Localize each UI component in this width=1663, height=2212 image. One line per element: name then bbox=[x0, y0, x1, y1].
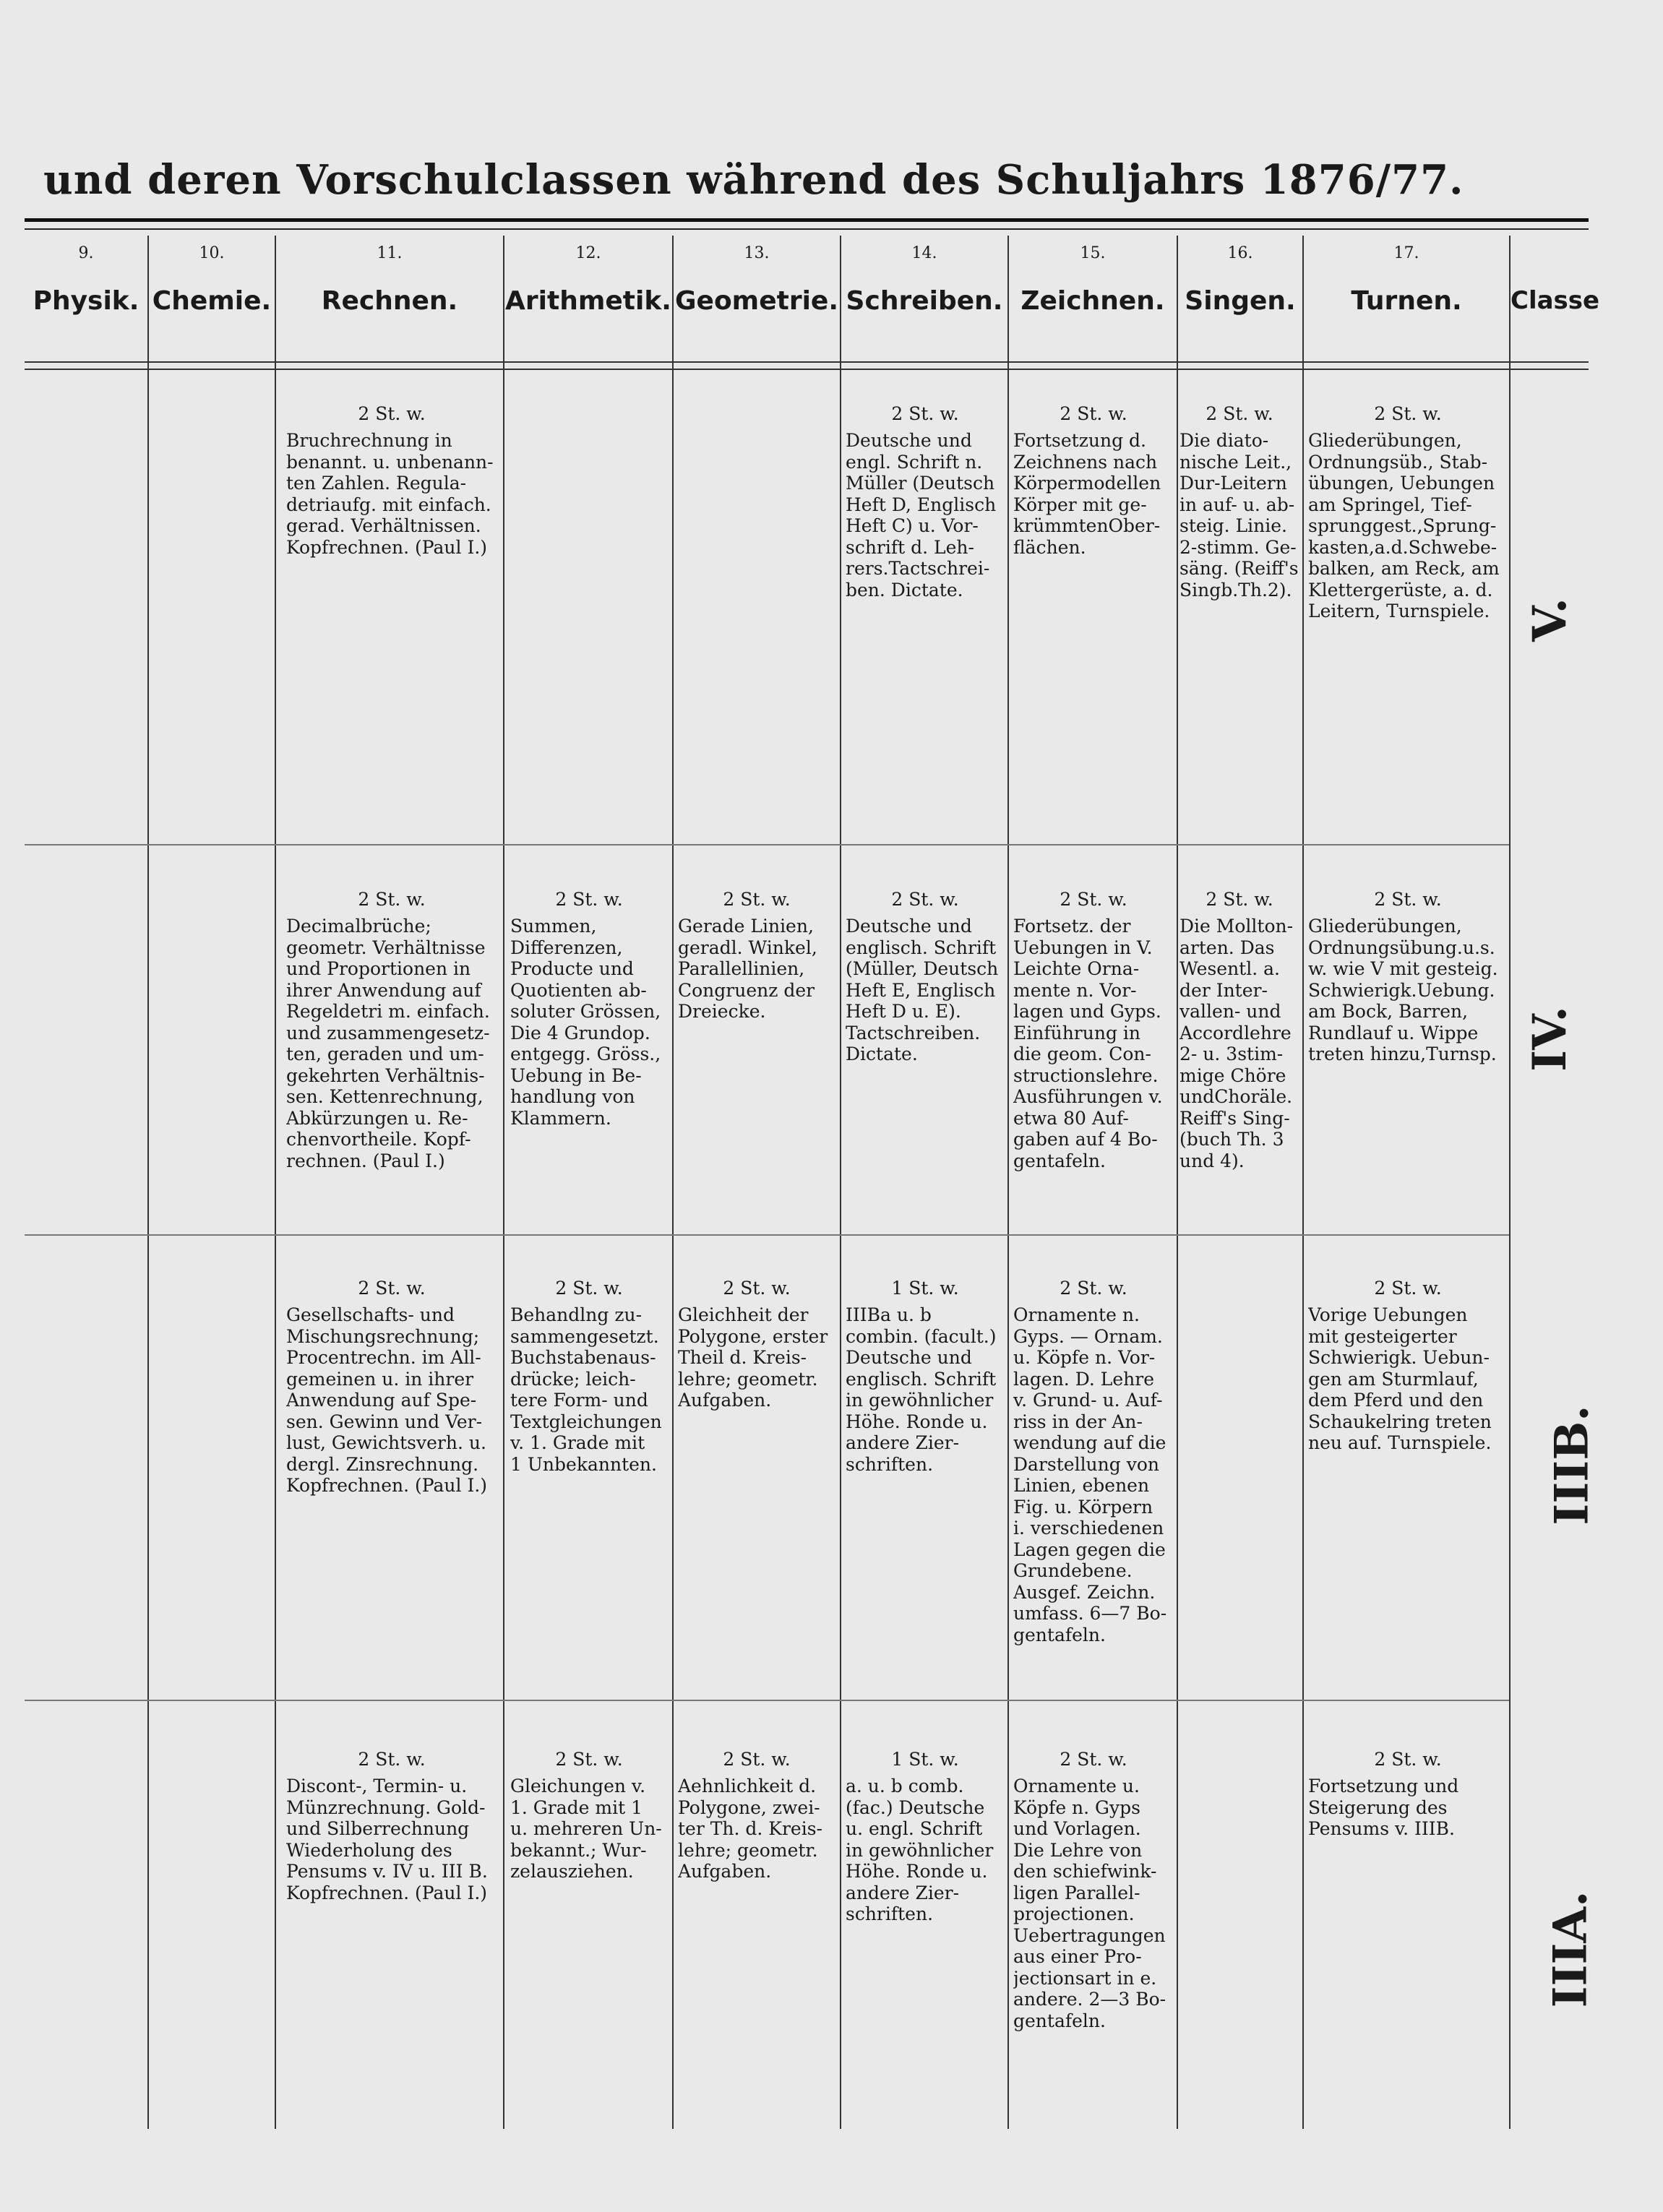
hours-label: 2 St. w. bbox=[1060, 403, 1127, 424]
hours-label: 1 St. w. bbox=[891, 1748, 959, 1770]
hours-label: 2 St. w. bbox=[358, 403, 426, 424]
col-head-physik: Physik. bbox=[33, 286, 139, 316]
hours-label: 2 St. w. bbox=[1060, 888, 1127, 910]
col-head-schreiben: Schreiben. bbox=[846, 286, 1003, 316]
col-num-physik: 9. bbox=[78, 244, 94, 262]
cell-iv-geometrie bbox=[678, 867, 835, 1023]
hours-label: 2 St. w. bbox=[891, 888, 959, 910]
cell-iiia-arithmetik bbox=[510, 1727, 668, 1882]
header-bottom-rule bbox=[25, 361, 1589, 363]
column-divider bbox=[1007, 236, 1009, 2129]
cell-iiia-rechnen bbox=[286, 1727, 497, 1903]
hours-label: 2 St. w. bbox=[1206, 888, 1273, 910]
col-num-arithmetik: 12. bbox=[575, 244, 601, 262]
hours-label: 2 St. w. bbox=[555, 1277, 623, 1299]
cell-iiib-rechnen bbox=[286, 1256, 497, 1497]
column-divider bbox=[503, 236, 504, 2129]
cell-text: Die Mollton- arten. Das Wesentl. a. der Inter- vallen- und Accordlehre 2- u. 3stim- mige Chöre undChoräle. Reiff's Sing- (buch Th. 3 und 4). bbox=[1179, 916, 1294, 1171]
cell-v-zeichnen bbox=[1013, 382, 1174, 558]
cell-iiib-schreiben bbox=[846, 1256, 1005, 1475]
col-head-singen: Singen. bbox=[1185, 286, 1296, 316]
cell-iiib-zeichnen bbox=[1013, 1256, 1174, 1645]
hours-label: 1 St. w. bbox=[891, 1277, 959, 1299]
hours-label: 2 St. w. bbox=[1374, 888, 1442, 910]
hours-label: 2 St. w. bbox=[1374, 1277, 1442, 1299]
hours-label: 2 St. w. bbox=[723, 888, 791, 910]
hours-label: 2 St. w. bbox=[723, 1277, 791, 1299]
header-rule-thin bbox=[25, 228, 1589, 230]
col-head-arithmetik: Arithmetik. bbox=[505, 286, 671, 316]
hours-label: 2 St. w. bbox=[723, 1748, 791, 1770]
hours-label: 2 St. w. bbox=[891, 403, 959, 424]
cell-text: Ornamente n. Gyps. — Ornam. u. Köpfe n. Vor- lagen. D. Lehre v. Grund- u. Auf- riss in der An- wendung auf die Darstellung von Linien, ebenen Fig. u. Körpern i. verschiedenen Lagen gegen die Grundebene. Ausgef. Zeichn. umfass. 6—7 Bo- gentafeln. bbox=[1013, 1304, 1167, 1645]
hours-label: 2 St. w. bbox=[358, 1748, 426, 1770]
col-head-turnen: Turnen. bbox=[1351, 286, 1462, 316]
hours-label: 2 St. w. bbox=[555, 1748, 623, 1770]
column-divider bbox=[1302, 236, 1304, 2129]
cell-text: Ornamente u. Köpfe n. Gyps und Vorlagen. Die Lehre von den schiefwink- ligen Parallel- projectionen. Uebertragungen aus einer Pro- jectionsart in e. andere. 2—3 Bo- gentafeln. bbox=[1013, 1776, 1166, 2031]
col-head-zeichnen: Zeichnen. bbox=[1020, 286, 1165, 316]
hours-label: 2 St. w. bbox=[1374, 1748, 1442, 1770]
cell-text: Deutsche und englisch. Schrift (Müller, Deutsch Heft E, Englisch Heft D u. E). Tactschreiben. Dictate. bbox=[846, 916, 999, 1064]
cell-text: Gerade Linien, geradl. Winkel, Parallellinien, Congruenz der Dreiecke. bbox=[678, 916, 817, 1022]
column-divider bbox=[672, 236, 674, 2129]
hours-label: 2 St. w. bbox=[358, 1277, 426, 1299]
col-num-rechnen: 11. bbox=[377, 244, 403, 262]
cell-iv-zeichnen bbox=[1013, 867, 1174, 1171]
col-head-classe: Classe bbox=[1511, 286, 1600, 315]
cell-text: Gleichungen v. 1. Grade mit 1 u. mehreren Un- bekannt.; Wur- zelausziehen. bbox=[510, 1776, 662, 1882]
cell-text: Behandlng zu- sammengesetzt. Buchstabenaus- drücke; leich- tere Form- und Textgleichungen v. 1. Grade mit 1 Unbekannten. bbox=[510, 1304, 662, 1475]
cell-iv-turnen bbox=[1308, 867, 1508, 1065]
cell-iv-rechnen bbox=[286, 867, 497, 1171]
classe-label-iiia: IIIA. bbox=[1543, 1890, 1598, 2008]
cell-iv-arithmetik bbox=[510, 867, 668, 1129]
cell-v-rechnen bbox=[286, 382, 497, 558]
hours-label: 2 St. w. bbox=[555, 888, 623, 910]
column-divider bbox=[1177, 236, 1178, 2129]
cell-text: Fortsetz. der Uebungen in V. Leichte Orna- mente n. Vor- lagen und Gyps. Einführung in die geom. Con- structionslehre. Ausführungen v. etwa 80 Auf- gaben auf 4 Bo- gentafeln. bbox=[1013, 916, 1163, 1171]
cell-iiia-geometrie bbox=[678, 1727, 835, 1882]
cell-text: a. u. b comb. (fac.) Deutsche u. engl. Schrift in gewöhnlicher Höhe. Ronde u. andere Zier- schriften. bbox=[846, 1776, 994, 1924]
row-separator bbox=[25, 844, 1509, 845]
hours-label: 2 St. w. bbox=[358, 888, 426, 910]
column-divider bbox=[840, 236, 841, 2129]
column-divider bbox=[147, 236, 149, 2129]
col-num-chemie: 10. bbox=[199, 244, 225, 262]
cell-text: IIIBa u. b combin. (facult.) Deutsche und englisch. Schrift in gewöhnlicher Höhe. Ronde u. andere Zier- schriften. bbox=[846, 1304, 997, 1475]
cell-text: Gesellschafts- und Mischungsrechnung; Procentrechn. im All- gemeinen u. in ihrer Anwendung auf Spe- sen. Gewinn und Ver- lust, Gewichtsverh. u. dergl. Zinsrechnung. Kopfrechnen. (Paul I.) bbox=[286, 1304, 488, 1496]
column-divider bbox=[275, 236, 276, 2129]
classe-label-iiib: IIIB. bbox=[1544, 1405, 1599, 1525]
cell-text: Bruchrechnung in benannt. u. unbenann- ten Zahlen. Regula- detriaufg. mit einfach. gerad. Verhältnissen. Kopfrechnen. (Paul I.) bbox=[286, 430, 494, 558]
col-head-chemie: Chemie. bbox=[152, 286, 272, 316]
cell-iv-singen bbox=[1179, 867, 1299, 1171]
col-num-singen: 16. bbox=[1227, 244, 1253, 262]
col-head-rechnen: Rechnen. bbox=[321, 286, 458, 316]
hours-label: 2 St. w. bbox=[1060, 1748, 1127, 1770]
col-num-turnen: 17. bbox=[1393, 244, 1419, 262]
cell-text: Decimalbrüche; geometr. Verhältnisse und Proportionen in ihrer Anwendung auf Regeldetri m. einfach. und zusammengesetz- ten, geraden und um- gekehrten Verhältnis- sen. Kettenrechnung, Abkürzungen u. Re- chenvortheile. Kopf- rechnen. (Paul I.) bbox=[286, 916, 490, 1171]
header-bottom-rule-2 bbox=[25, 369, 1589, 370]
cell-v-schreiben bbox=[846, 382, 1005, 601]
cell-text: Vorige Uebungen mit gesteigerter Schwierigk. Uebun- gen am Sturmlauf, dem Pferd und den Schaukelring treten neu auf. Turnspiele. bbox=[1308, 1304, 1492, 1453]
column-divider bbox=[1509, 236, 1511, 2129]
hours-label: 2 St. w. bbox=[1206, 403, 1273, 424]
cell-text: Gliederübungen, Ordnungsüb., Stab- übungen, Uebungen am Springel, Tief- sprunggest.,Sprung- kasten,a.d.Schwebe- balken, am Reck, am Klettergerüste, a. d. Leitern, Turnspiele. bbox=[1308, 430, 1500, 621]
page-title: und deren Vorschulclassen während des Schuljahrs 1876/77. bbox=[43, 156, 1464, 204]
col-num-zeichnen: 15. bbox=[1080, 244, 1106, 262]
cell-text: Fortsetzung und Steigerung des Pensums v. IIIB. bbox=[1308, 1776, 1459, 1839]
cell-text: Discont-, Termin- u. Münzrechnung. Gold- und Silberrechnung Wiederholung des Pensums v. IV u. III B. Kopfrechnen. (Paul I.) bbox=[286, 1776, 488, 1903]
header-rule-thick bbox=[25, 218, 1589, 222]
cell-iiib-turnen bbox=[1308, 1256, 1508, 1454]
cell-text: Gleichheit der Polygone, erster Theil d. Kreis- lehre; geometr. Aufgaben. bbox=[678, 1304, 828, 1411]
cell-text: Gliederübungen, Ordnungsübung.u.s. w. wie V mit gesteig. Schwierigk.Uebung. am Bock, Barren, Rundlauf u. Wippe treten hinzu,Turnsp. bbox=[1308, 916, 1498, 1064]
cell-iiib-arithmetik bbox=[510, 1256, 668, 1475]
classe-label-v: V. bbox=[1522, 598, 1577, 642]
col-head-geometrie: Geometrie. bbox=[674, 286, 839, 316]
col-num-schreiben: 14. bbox=[911, 244, 937, 262]
cell-text: Summen, Differenzen, Producte und Quotienten ab- soluter Grössen, Die 4 Grundop. entgegg. Gröss., Uebung in Be- handlung von Klammern. bbox=[510, 916, 661, 1129]
cell-iv-schreiben bbox=[846, 867, 1005, 1065]
col-num-geometrie: 13. bbox=[744, 244, 770, 262]
cell-v-turnen bbox=[1308, 382, 1508, 622]
cell-text: Fortsetzung d. Zeichnens nach Körpermodellen Körper mit ge- krümmtenOber- flächen. bbox=[1013, 430, 1161, 558]
cell-iiia-schreiben bbox=[846, 1727, 1005, 1925]
classe-label-iv: IV. bbox=[1522, 1006, 1577, 1072]
cell-iiia-turnen bbox=[1308, 1727, 1508, 1840]
row-separator bbox=[25, 1700, 1509, 1701]
row-separator bbox=[25, 1234, 1509, 1236]
cell-text: Die diato- nische Leit., Dur-Leitern in auf- u. ab- steig. Linie. 2-stimm. Ge- säng. (Reiff's Singb.Th.2). bbox=[1179, 430, 1299, 601]
cell-iiib-geometrie bbox=[678, 1256, 835, 1411]
cell-iiia-zeichnen bbox=[1013, 1727, 1174, 2031]
hours-label: 2 St. w. bbox=[1060, 1277, 1127, 1299]
hours-label: 2 St. w. bbox=[1374, 403, 1442, 424]
cell-v-singen bbox=[1179, 382, 1299, 601]
cell-text: Aehnlichkeit d. Polygone, zwei- ter Th. d. Kreis- lehre; geometr. Aufgaben. bbox=[678, 1776, 822, 1882]
cell-text: Deutsche und engl. Schrift n. Müller (Deutsch Heft D, Englisch Heft C) u. Vor- schrift d. Leh- rers.Tactschrei- ben. Dictate. bbox=[846, 430, 997, 601]
